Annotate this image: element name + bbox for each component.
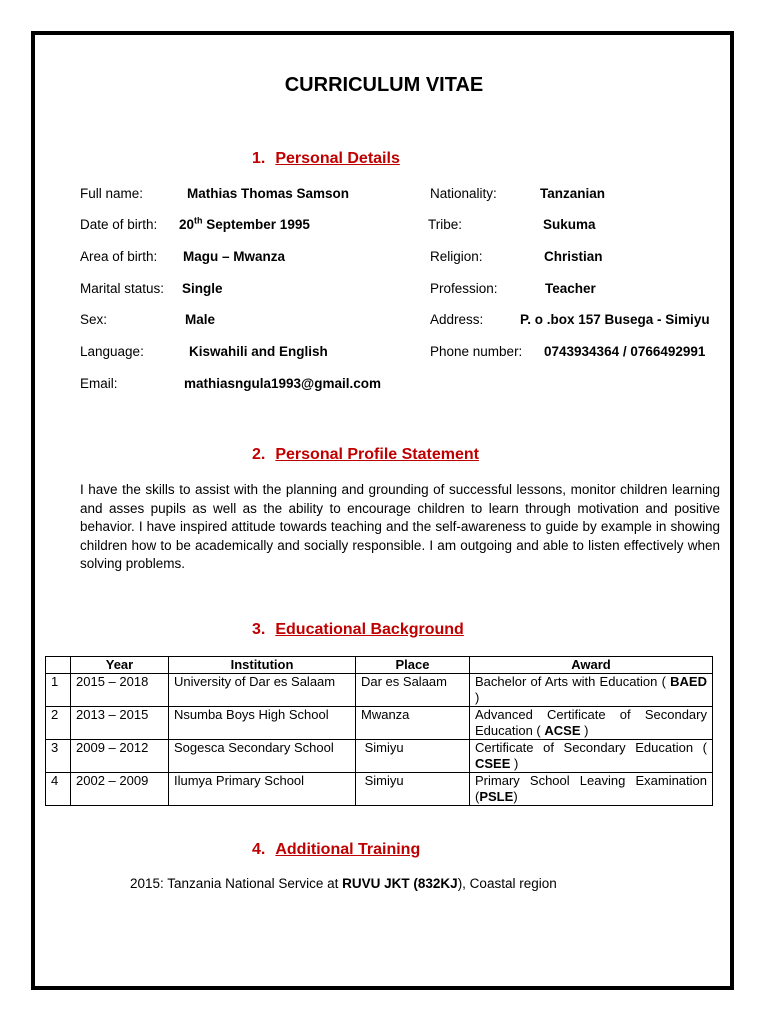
award-end: ) — [513, 789, 518, 804]
nationality-label: Nationality: — [430, 186, 497, 201]
row-institution: Nsumba Boys High School — [169, 707, 356, 740]
award-end: ) — [510, 756, 519, 771]
religion-label: Religion: — [430, 249, 483, 264]
full-name-value: Mathias Thomas Samson — [187, 186, 350, 201]
tribe-value: Sukuma — [543, 217, 596, 232]
phone-number-label: Phone number: — [430, 344, 523, 359]
section-title: Additional Training — [275, 841, 421, 858]
table-row — [46, 740, 713, 773]
section-title: Personal Profile Statement — [275, 446, 479, 463]
row-year: 2009 – 2012 — [71, 740, 169, 773]
row-number: 1 — [46, 674, 71, 707]
marital-status-label: Marital status: — [80, 281, 165, 296]
religion-value: Christian — [544, 249, 603, 264]
tribe-label: Tribe: — [428, 217, 463, 232]
language-label: Language: — [80, 344, 144, 359]
row-number: 3 — [46, 740, 71, 773]
nationality-value: Tanzanian — [540, 186, 606, 201]
col-header-award: Award — [470, 657, 713, 674]
row-place: Simiyu — [356, 740, 470, 773]
table-row — [46, 674, 713, 707]
profession-label: Profession: — [430, 281, 498, 296]
dob-suffix: th — [194, 215, 203, 226]
dob-rest: September 1995 — [202, 217, 310, 232]
dob-value — [179, 217, 310, 232]
col-header-year: Year — [71, 657, 169, 674]
dob-day: 20 — [179, 217, 195, 232]
phone-number-value: 0743934364 / 0766492991 — [544, 344, 706, 359]
training-suffix: ), Coastal region — [457, 876, 557, 891]
row-year: 2013 – 2015 — [71, 707, 169, 740]
row-year: 2015 – 2018 — [71, 674, 169, 707]
section-heading-additional-training — [252, 841, 420, 859]
row-award — [470, 740, 713, 773]
award-text: Certificate of Secondary Education ( — [475, 740, 707, 755]
row-institution: Sogesca Secondary School — [169, 740, 356, 773]
award-text: Primary School Leaving Examination ( — [475, 773, 707, 804]
education-table — [45, 656, 713, 806]
row-year: 2002 – 2009 — [71, 773, 169, 806]
table-row — [46, 773, 713, 806]
section-number: 3. — [252, 621, 266, 638]
row-place: Simiyu — [356, 773, 470, 806]
award-code: BAED — [670, 674, 707, 689]
area-of-birth-value: Magu – Mwanza — [183, 249, 286, 264]
dob-label: Date of birth: — [80, 217, 158, 232]
section-number: 4. — [252, 841, 266, 858]
row-award — [470, 707, 713, 740]
award-code: CSEE — [475, 756, 511, 771]
row-award — [470, 674, 713, 707]
row-institution: University of Dar es Salaam — [169, 674, 356, 707]
profile-statement-paragraph: I have the skills to assist with the planning and grounding of successful lessons, monitor children learning and asses pupils as well as the ability to encourage children to learn through motivation and positive behavior. I have inspired attitude towards teaching and the self-awareness to guide by example in showing children how to be academically and socially responsible. I am outgoing and able to listen effectively when solving problems. — [80, 482, 720, 572]
sex-value: Male — [185, 312, 216, 327]
profession-value: Teacher — [545, 281, 596, 296]
address-label: Address: — [430, 312, 484, 327]
address-value: P. o .box 157 Busega - Simiyu — [520, 312, 710, 327]
section-title: Educational Background — [275, 621, 464, 638]
table-header-row — [46, 657, 713, 674]
award-code: PSLE — [479, 789, 514, 804]
language-value: Kiswahili and English — [189, 344, 328, 359]
award-text: Advanced Certificate of Secondary Education ( — [475, 707, 707, 738]
section-title: Personal Details — [275, 150, 400, 167]
row-place: Mwanza — [356, 707, 470, 740]
email-value: mathiasngula1993@gmail.com — [184, 376, 381, 391]
row-place: Dar es Salaam — [356, 674, 470, 707]
section-number: 2. — [252, 446, 266, 463]
row-number: 4 — [46, 773, 71, 806]
section-heading-educational-background — [252, 621, 464, 639]
marital-status-value: Single — [182, 281, 223, 296]
col-header-institution: Institution — [169, 657, 356, 674]
row-institution: Ilumya Primary School — [169, 773, 356, 806]
col-header-place: Place — [356, 657, 470, 674]
section-heading-personal-details — [252, 150, 400, 168]
col-header-number — [46, 657, 71, 674]
area-of-birth-label: Area of birth: — [80, 249, 158, 264]
award-text: Bachelor of Arts with Education ( — [475, 674, 671, 689]
section-number: 1. — [252, 150, 266, 167]
page-title: CURRICULUM VITAE — [284, 74, 484, 96]
training-prefix: 2015: Tanzania National Service at — [130, 876, 343, 891]
training-camp: RUVU JKT (832KJ — [342, 876, 458, 891]
award-end: ) — [475, 690, 480, 705]
award-code: ACSE — [544, 723, 581, 738]
section-heading-profile-statement — [252, 446, 479, 464]
award-end: ) — [580, 723, 589, 738]
sex-label: Sex: — [80, 312, 108, 327]
table-row — [46, 707, 713, 740]
email-label: Email: — [80, 376, 118, 391]
row-number: 2 — [46, 707, 71, 740]
training-entry — [130, 876, 557, 891]
row-award — [470, 773, 713, 806]
full-name-label: Full name: — [80, 186, 144, 201]
